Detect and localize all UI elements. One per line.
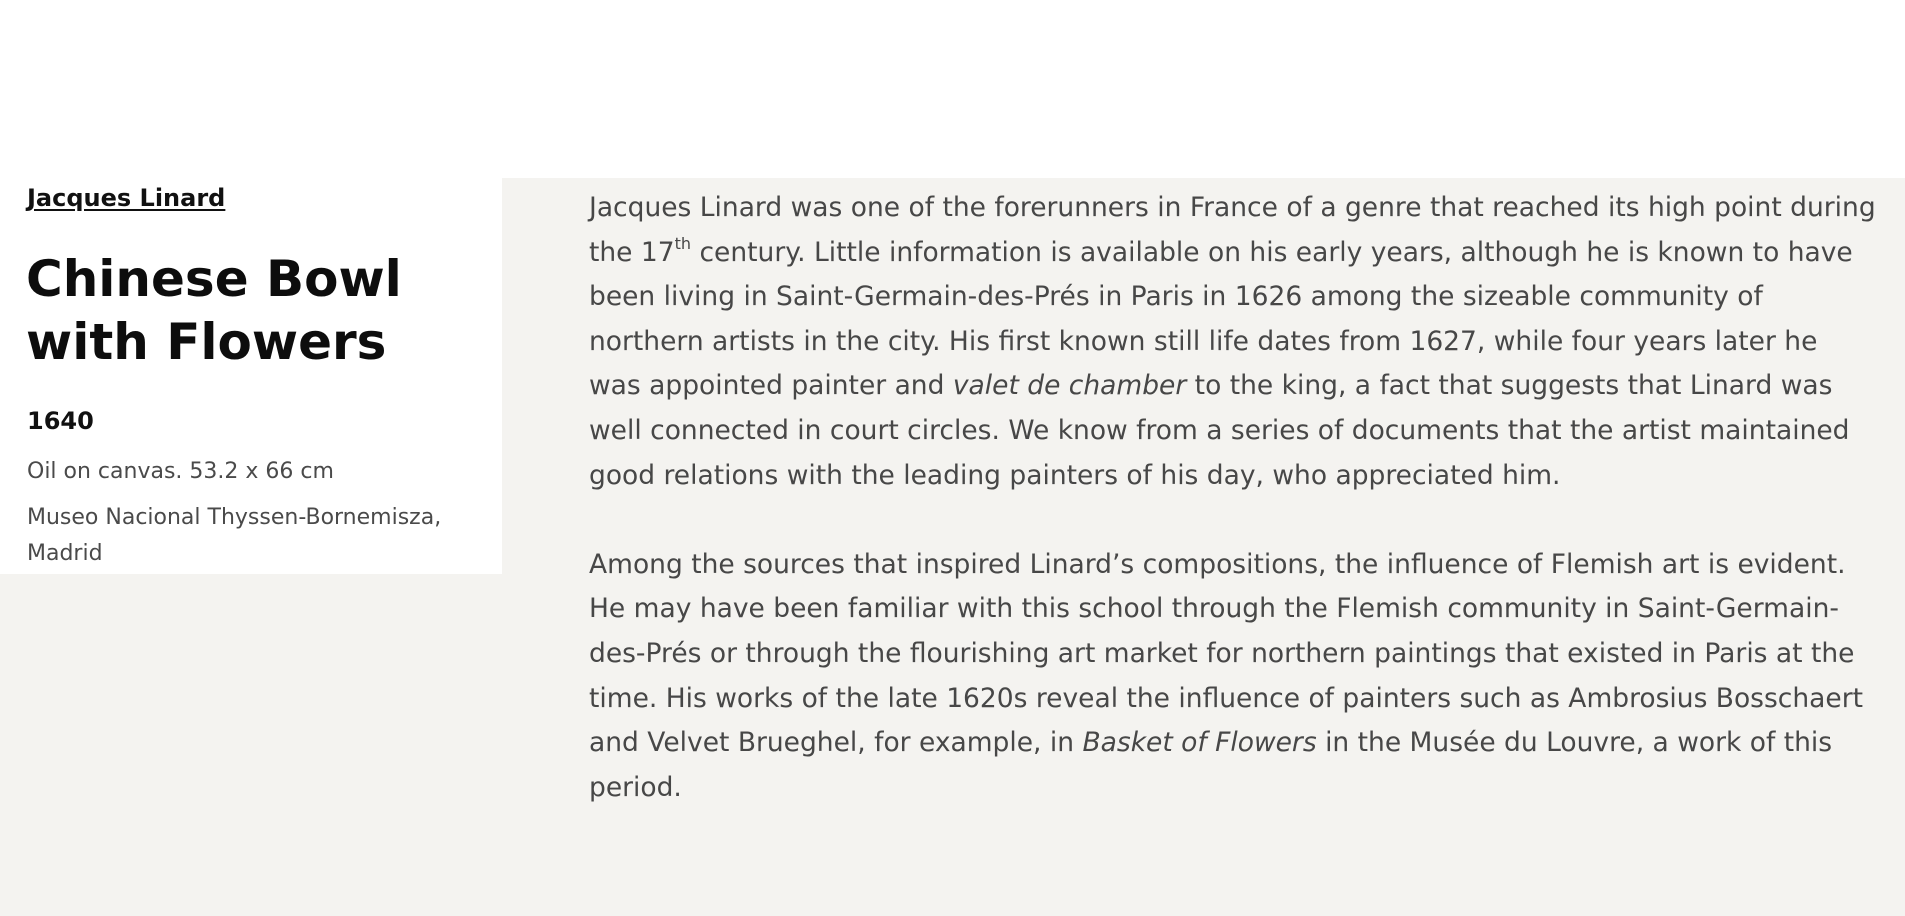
article-body bbox=[589, 186, 1879, 810]
artist-link[interactable]: Jacques Linard bbox=[27, 184, 226, 212]
text-line: northern artists in the city. His first known still life dates from 1627, while four years later he bbox=[589, 325, 1818, 357]
artwork-title-line: Chinese Bowl bbox=[26, 250, 402, 308]
paragraph-gap bbox=[589, 498, 1879, 543]
italic-term: valet de chamber bbox=[952, 370, 1187, 402]
text-line: been living in Saint-Germain-des-Prés in Paris in 1626 among the sizeable community of bbox=[589, 281, 1763, 313]
text-line: good relations with the leading painters of his day, who appreciated him. bbox=[589, 459, 1561, 491]
artwork-year: 1640 bbox=[27, 407, 94, 435]
text-line: time. His works of the late 1620s reveal the influence of painters such as Ambrosius Bosschaert bbox=[589, 682, 1863, 714]
text-line: des-Prés or through the flourishing art market for northern paintings that existed in Paris at the bbox=[589, 637, 1855, 669]
italic-artwork-title: Basket of Flowers bbox=[1082, 727, 1317, 759]
text-line: well connected in court circles. We know from a series of documents that the artist maintained bbox=[589, 414, 1850, 446]
text-line bbox=[589, 231, 1879, 276]
artwork-museum bbox=[27, 500, 487, 572]
text-line: period. bbox=[589, 771, 682, 803]
museum-line: Madrid bbox=[27, 541, 103, 566]
paragraph-1 bbox=[589, 186, 1879, 498]
paragraph-2 bbox=[589, 543, 1879, 811]
text-run: century. Little information is available on his early years, although he is known to have bbox=[691, 236, 1853, 268]
text-run: and Velvet Brueghel, for example, in bbox=[589, 727, 1083, 759]
ordinal-superscript: th bbox=[674, 233, 692, 253]
text-run: the 17 bbox=[589, 236, 675, 268]
text-line: He may have been familiar with this school through the Flemish community in Saint-Germain- bbox=[589, 593, 1839, 625]
text-run: in the Musée du Louvre, a work of this bbox=[1316, 727, 1833, 759]
artwork-title-line: with Flowers bbox=[26, 313, 387, 371]
artwork-title bbox=[26, 248, 486, 374]
page-background bbox=[0, 574, 502, 916]
text-line: Among the sources that inspired Linard’s compositions, the influence of Flemish art is evident. bbox=[589, 548, 1846, 580]
text-line bbox=[589, 364, 1879, 409]
text-line bbox=[589, 721, 1879, 766]
text-run: to the king, a fact that suggests that Linard was bbox=[1186, 370, 1833, 402]
text-run: was appointed painter and bbox=[589, 370, 953, 402]
museum-line: Museo Nacional Thyssen-Bornemisza, bbox=[27, 505, 442, 530]
artwork-medium: Oil on canvas. 53.2 x 66 cm bbox=[27, 459, 334, 484]
text-line: Jacques Linard was one of the forerunners in France of a genre that reached its high point during bbox=[589, 192, 1876, 223]
